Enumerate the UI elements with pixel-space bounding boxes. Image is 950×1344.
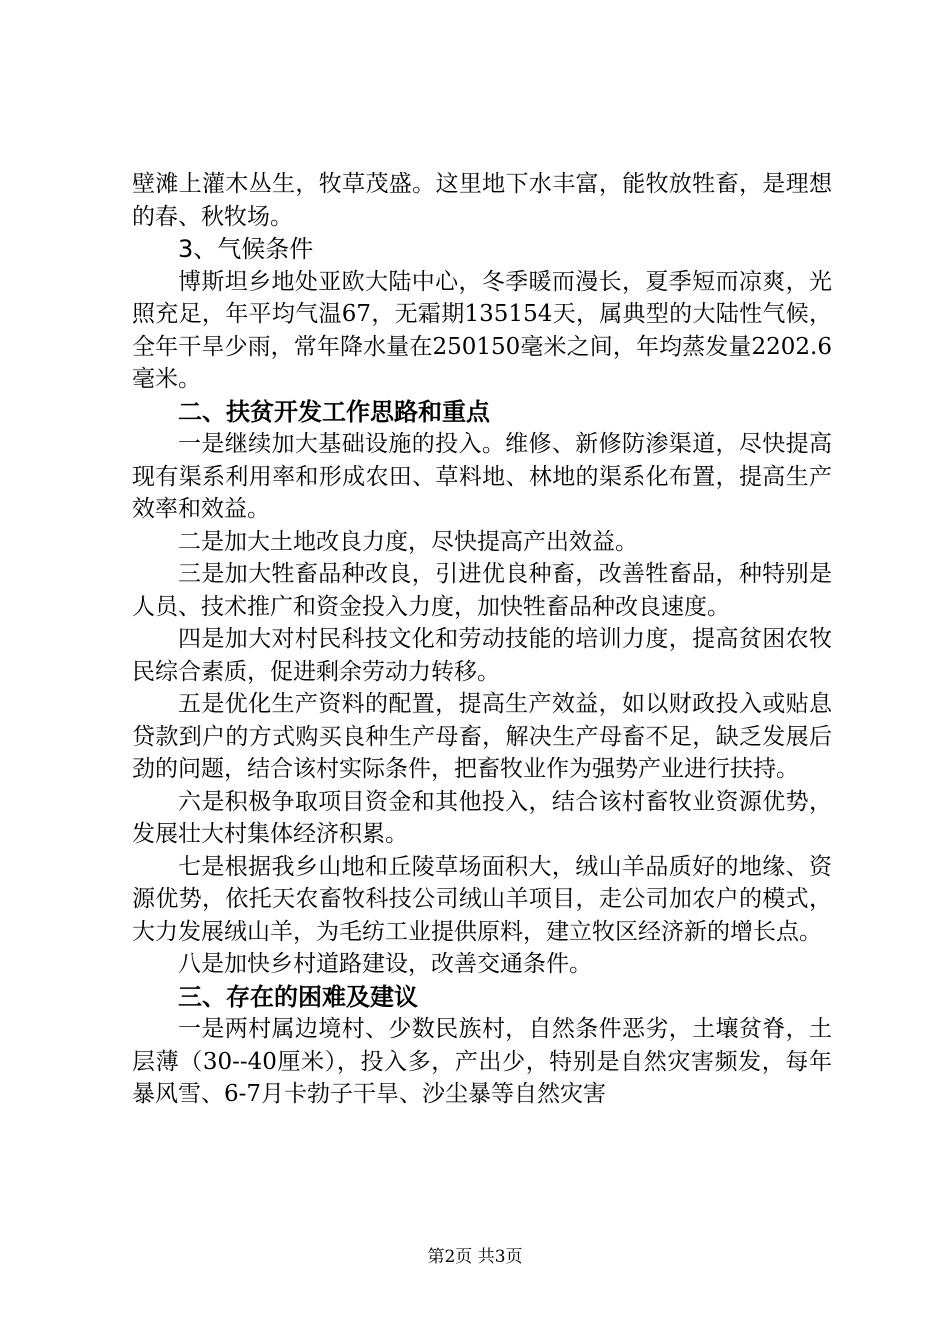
paragraph: 五是优化生产资料的配置，提高生产效益，如以财政投入或贴息贷款到户的方式购买良种生产母畜，解决生产母畜不足，缺乏发展后劲的问题，结合该村实际条件，把畜牧业作为强势产业进行扶持。 xyxy=(132,691,832,782)
paragraph: 壁滩上灌木丛生，牧草茂盛。这里地下水丰富，能牧放牲畜，是理想的春、秋牧场。 xyxy=(132,171,832,230)
document-body xyxy=(132,168,832,1111)
paragraph: 八是加快乡村道路建设，改善交通条件。 xyxy=(178,951,592,977)
paragraph: 一是继续加大基础设施的投入。维修、新修防渗渠道，尽快提高现有渠系利用率和形成农田、草料地、林地的渠系化布置，提高生产效率和效益。 xyxy=(132,431,832,522)
paragraph: 二是加大土地改良力度，尽快提高产出效益。 xyxy=(178,528,638,555)
paragraph: 一是两村属边境村、少数民族村，自然条件恶劣，土壤贫脊，土层薄（30--40厘米），投入多，产出少，特别是自然灾害频发，每年暴风雪、6-7月卡勃子干旱、沙尘暴等自然灾害 xyxy=(132,1016,832,1107)
section-heading: 三、存在的困难及建议 xyxy=(178,982,418,1011)
paragraph: 四是加大对村民科技文化和劳动技能的培训力度，提高贫困农牧民综合素质，促进剩余劳动力转移。 xyxy=(132,626,832,685)
section-heading: 二、扶贫开发工作思路和重点 xyxy=(178,397,490,426)
paragraph: 六是积极争取项目资金和其他投入，结合该村畜牧业资源优势，发展壮大村集体经济积累。 xyxy=(132,788,832,847)
paragraph: 博斯坦乡地处亚欧大陆中心，冬季暖而漫长，夏季短而凉爽，光照充足，年平均气温67，无霜期135154天，属典型的大陆性气候，全年干旱少雨，常年降水量在250150毫米之间，年均蒸发量2202.6毫米。 xyxy=(132,268,832,392)
page-number: 第2页 共3页 xyxy=(427,1247,523,1267)
paragraph: 三是加大牲畜品种改良，引进优良种畜，改善牲畜品，种特别是人员、技术推广和资金投入力度，加快牲畜品种改良速度。 xyxy=(132,561,832,620)
paragraph: 七是根据我乡山地和丘陵草场面积大，绒山羊品质好的地缘、资源优势，依托天农畜牧科技公司绒山羊项目，走公司加农户的模式，大力发展绒山羊，为毛纺工业提供原料，建立牧区经济新的增长点。 xyxy=(132,853,832,945)
section-subheading: 3、气候条件 xyxy=(178,235,314,263)
